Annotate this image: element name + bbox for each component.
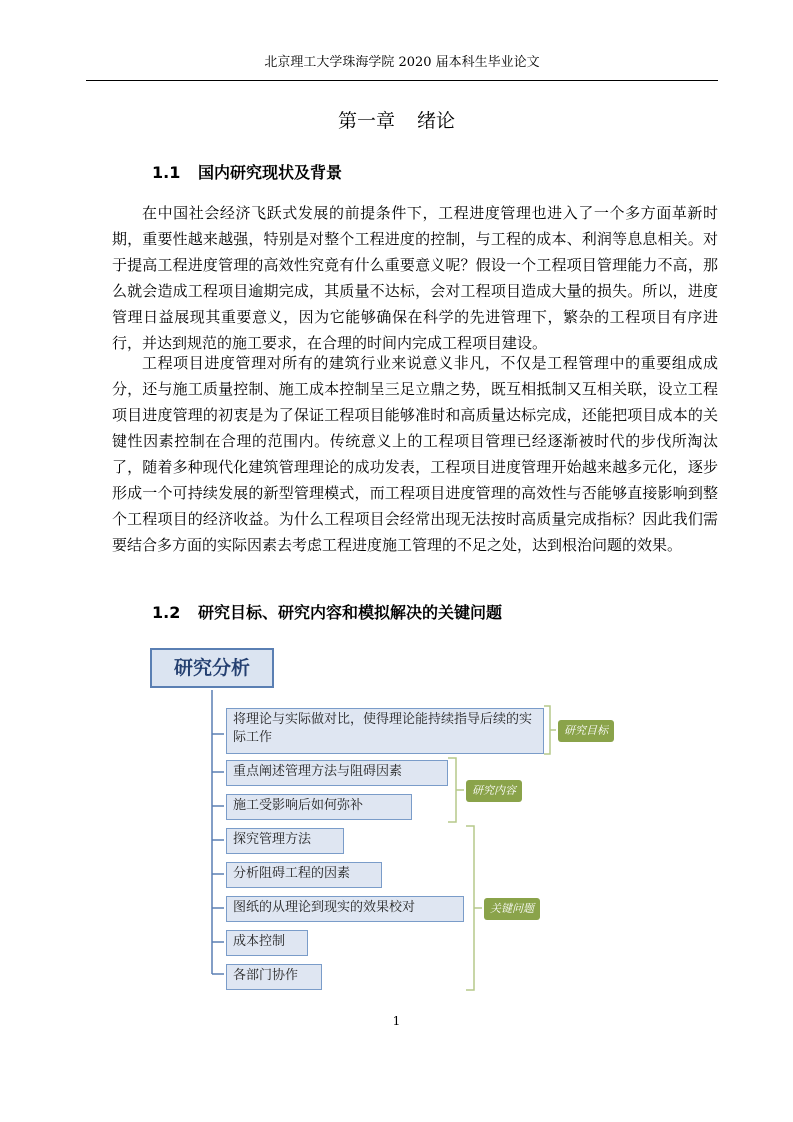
page-header: 北京理工大学珠海学院 2020 届本科生毕业论文 xyxy=(86,52,718,81)
diagram-root-node: 研究分析 xyxy=(150,648,274,688)
key-node-5: 各部门协作 xyxy=(226,964,322,990)
section-1-1-heading xyxy=(152,160,342,183)
paragraph-1: 在中国社会经济飞跃式发展的前提条件下，工程进度管理也进入了一个多方面革新时期，重要性越来越强，特别是对整个工程进度的控制，与工程的成本、利润等息息相关。对于提高工程进度管理的高效性究竟有什么重要意义呢？假设一个工程项目管理能力不高，那么就会造成工程项目逾期完成，其质量不达标，会对工程项目造成大量的损失。所以，进度管理日益展现其重要意义，因为它能够确保在科学的先进管理下，繁杂的工程项目有序进行，并达到规范的施工要求，在合理的时间内完成工程项目建设。 xyxy=(112,204,718,352)
tag-key-problems: 关键问题 xyxy=(484,898,540,920)
section-title: 研究目标、研究内容和模拟解决的关键问题 xyxy=(198,603,503,622)
chapter-number: 第一章 xyxy=(337,110,395,132)
paragraph-2: 工程项目进度管理对所有的建筑行业来说意义非凡，不仅是工程管理中的重要组成成分，还与施工质量控制、施工成本控制呈三足立鼎之势，既互相抵制又互相关联，设立工程项目进度管理的初衷是为了保证工程项目能够准时和高质量达标完成，还能把项目成本的关键性因素控制在合理的范围内。传统意义上的工程项目管理已经逐渐被时代的步伐所淘汰了，随着多种现代化建筑管理理论的成功发表，工程项目进度管理开始越来越多元化，逐步形成一个可持续发展的新型管理模式，而工程项目进度管理的高效性与否能够直接影响到整个工程项目的经济收益。为什么工程项目会经常出现无法按时高质量完成指标？因此我们需要结合多方面的实际因素去考虑工程进度施工管理的不足之处，达到根治问题的效果。 xyxy=(112,354,718,554)
key-node-1: 探究管理方法 xyxy=(226,828,344,854)
tag-research-goal: 研究目标 xyxy=(558,720,614,742)
key-node-4: 成本控制 xyxy=(226,930,308,956)
diagram-connectors xyxy=(148,646,648,996)
key-node-3: 图纸的从理论到现实的效果校对 xyxy=(226,896,464,922)
section-1-2-heading xyxy=(152,600,502,623)
content-node-1: 重点阐述管理方法与阻碍因素 xyxy=(226,760,448,786)
bracket-key xyxy=(466,826,482,990)
chapter-title xyxy=(0,106,793,133)
page-number: 1 xyxy=(392,1014,401,1028)
tag-research-content: 研究内容 xyxy=(466,780,522,802)
section-number: 1.2 xyxy=(152,603,181,622)
research-analysis-diagram xyxy=(148,646,648,996)
section-number: 1.1 xyxy=(152,163,181,182)
bracket-content xyxy=(448,758,464,822)
section-title: 国内研究现状及背景 xyxy=(198,163,343,182)
chapter-name: 绪论 xyxy=(417,110,456,132)
content-node-2: 施工受影响后如何弥补 xyxy=(226,794,412,820)
key-node-2: 分析阻碍工程的因素 xyxy=(226,862,382,888)
goal-node: 将理论与实际做对比，使得理论能持续指导后续的实际工作 xyxy=(226,708,544,754)
bracket-goal xyxy=(544,706,556,754)
